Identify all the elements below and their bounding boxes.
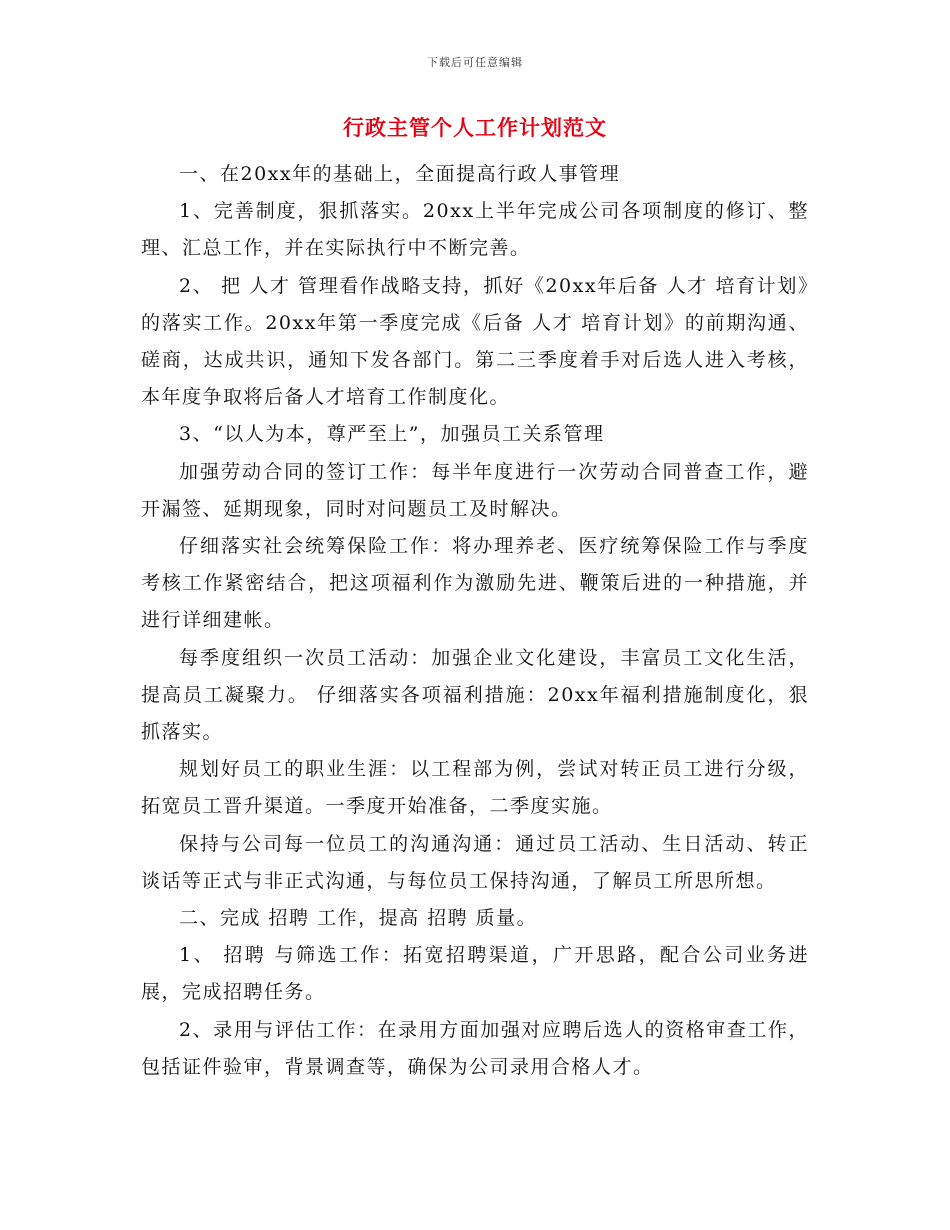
section-heading-1: 一、在20xx年的基础上，全面提高行政人事管理 [179,163,621,185]
document-title: 行政主管个人工作计划范文 [343,115,607,140]
paragraph-labor-contract: 加强劳动合同的签订工作：每半年度进行一次劳动合同普查工作，避开漏签、延期现象，同时对问题员工及时解决。 [141,460,809,520]
paragraph-staff-activity: 每季度组织一次员工活动：加强企业文化建设，丰富员工文化生活，提高员工凝聚力。 仔细落实各项福利措施：20xx年福利措施制度化，狠抓落实。 [141,646,809,744]
paragraph-communication: 保持与公司每一位员工的沟通沟通：通过员工活动、生日活动、转正谈话等正式与非正式沟通，与每位员工保持沟通，了解员工所思所想。 [141,832,809,892]
document-body [141,156,809,1086]
paragraph-item-2: 2、 把 人才 管理看作战略支持，抓好《20xx年后备 人才 培育计划》的落实工作。20xx年第一季度完成《后备 人才 培育计划》的前期沟通、磋商，达成共识，通知下发各部门。第二三季度着手对后选人进入考核，本年度争取将后备人才培育工作制度化。 [141,274,809,409]
paragraph-recruit-screening: 1、 招聘 与筛选工作：拓宽招聘渠道，广开思路，配合公司业务进展，完成招聘任务。 [141,944,809,1004]
paragraph-social-insurance: 仔细落实社会统筹保险工作：将办理养老、医疗统筹保险工作与季度考核工作紧密结合，把这项福利作为激励先进、鞭策后进的一种措施，并进行详细建帐。 [141,535,809,632]
paragraph-item-1: 1、完善制度，狠抓落实。20xx上半年完成公司各项制度的修订、整理、汇总工作，并在实际执行中不断完善。 [141,200,809,260]
paragraph-career-planning: 规划好员工的职业生涯：以工程部为例，尝试对转正员工进行分级，拓宽员工晋升渠道。一季度开始准备，二季度实施。 [141,758,809,818]
section-heading-2: 二、完成 招聘 工作，提高 招聘 质量。 [179,907,538,930]
header-note: 下载后可任意编辑 [427,56,523,69]
paragraph-item-3: 3、“以人为本，尊严至上”，加强员工关系管理 [179,423,605,446]
paragraph-hiring-evaluation: 2、录用与评估工作：在录用方面加强对应聘后选人的资格审查工作，包括证件验审，背景调查等，确保为公司录用合格人才。 [141,1018,809,1078]
